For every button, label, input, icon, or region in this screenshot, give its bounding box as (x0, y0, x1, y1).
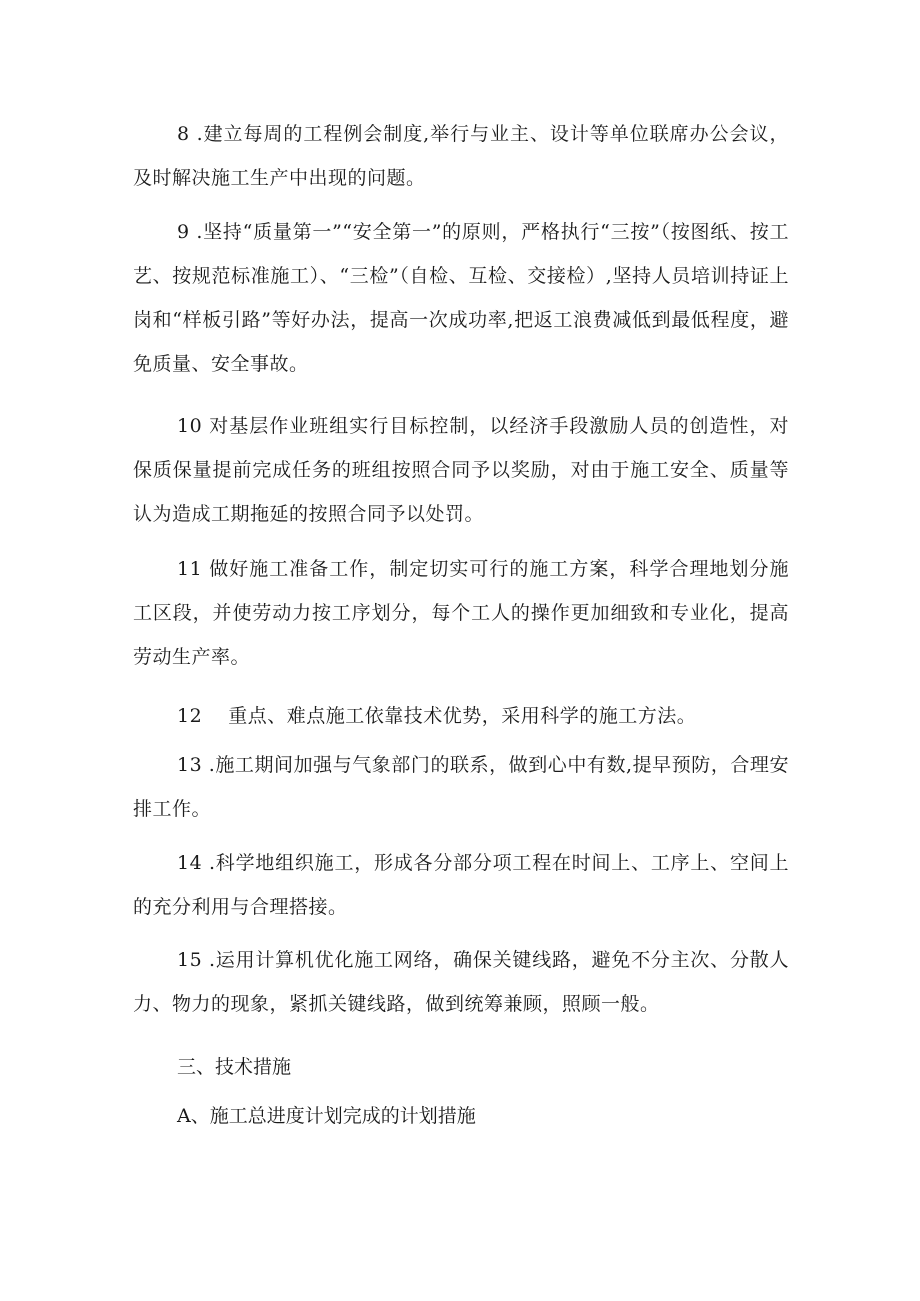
paragraph-item-8: 8 .建立每周的工程例会制度,举行与业主、设计等单位联席办公会议，及时解决施工生产中出现的问题。 (133, 123, 789, 189)
subsection-heading: A、施工总进度计划完成的计划措施 (177, 1105, 476, 1127)
paragraph-item-14: 14 .科学地组织施工，形成各分部分项工程在时间上、工序上、空间上的充分利用与合理搭接。 (133, 852, 789, 918)
paragraph-item-9: 9 .坚持“质量第一”“安全第一”的原则，严格执行“三按”（按图纸、按工艺、按规范标准施工）、“三检”（自检、互检、交接检）,坚持人员培训持证上岗和“样板引路”等好办法，提高一次成功率,把返工浪费减低到最低程度，避免质量、安全事故。 (133, 221, 789, 375)
paragraph-item-11: 11 做好施工准备工作，制定切实可行的施工方案，科学合理地划分施工区段，并使劳动力按工序划分，每个工人的操作更加细致和专业化，提高劳动生产率。 (133, 558, 789, 668)
paragraph-item-13: 13 .施工期间加强与气象部门的联系，做到心中有数,提早预防，合理安排工作。 (133, 754, 789, 820)
paragraph-item-15: 15 .运用计算机优化施工网络，确保关键线路，避免不分主次、分散人力、物力的现象，紧抓关键线路，做到统筹兼顾，照顾一般。 (133, 949, 789, 1015)
paragraph-item-12: 12 重点、难点施工依靠技术优势，采用科学的施工方法。 (177, 705, 697, 727)
paragraph-item-10: 10 对基层作业班组实行目标控制，以经济手段激励人员的创造性，对保质保量提前完成任务的班组按照合同予以奖励，对由于施工安全、质量等认为造成工期拖延的按照合同予以处罚。 (133, 415, 789, 525)
section-heading: 三、技术措施 (177, 1056, 292, 1078)
